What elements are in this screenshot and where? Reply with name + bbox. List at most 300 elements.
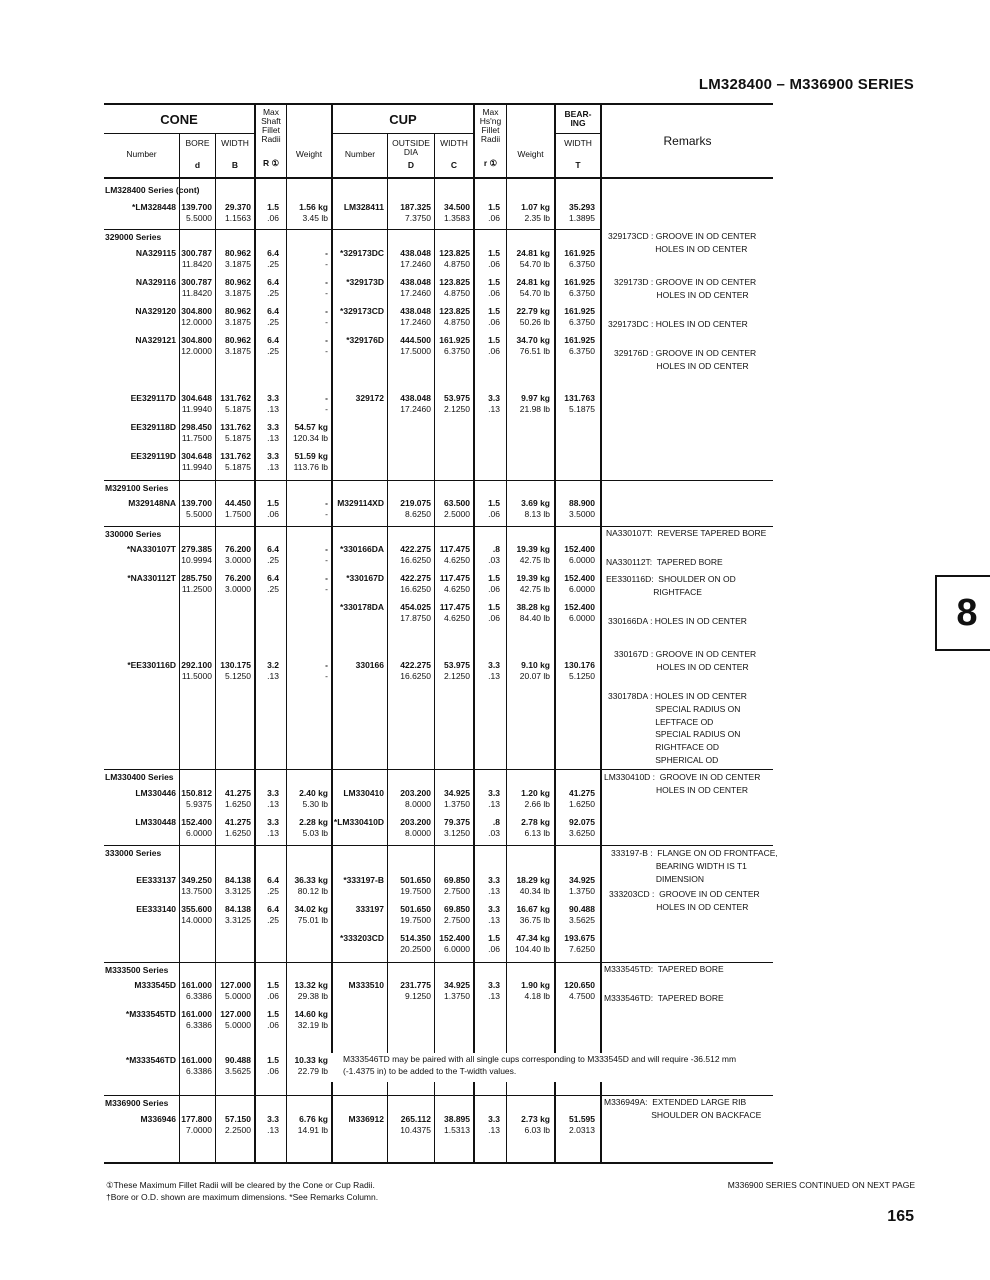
header-width-cup: WIDTH bbox=[440, 138, 468, 148]
cell-width-imperial: 3.1875 bbox=[225, 317, 251, 327]
cell-cwt-imperial: 54.70 lb bbox=[519, 288, 550, 298]
cell-r-imperial: .13 bbox=[488, 799, 500, 809]
cell-T-imperial: 4.7500 bbox=[569, 991, 595, 1001]
cell-T-metric: 161.925 bbox=[564, 335, 595, 345]
remark-line: SPECIAL RADIUS ON bbox=[608, 703, 741, 714]
cell-R-imperial: .25 bbox=[267, 346, 279, 356]
cell-od-imperial: 19.7500 bbox=[400, 915, 431, 925]
cell-r-imperial: .13 bbox=[488, 886, 500, 896]
cone-number: LM330448 bbox=[135, 817, 176, 827]
cell-width-metric: 90.488 bbox=[225, 1055, 251, 1065]
cell-bore-imperial: 11.7500 bbox=[181, 433, 212, 443]
cell-cwt-imperial: 6.03 lb bbox=[524, 1125, 550, 1135]
cell-cw-metric: 123.825 bbox=[439, 306, 470, 316]
cell-width-metric: 84.138 bbox=[225, 875, 251, 885]
cell-width-metric: 130.175 bbox=[220, 660, 251, 670]
cell-wt-metric: - bbox=[325, 248, 328, 258]
cell-bore-imperial: 11.8420 bbox=[181, 288, 212, 298]
cell-od-metric: 187.325 bbox=[400, 202, 431, 212]
cell-T-imperial: 6.3750 bbox=[569, 346, 595, 356]
cell-wt-metric: 6.76 kg bbox=[299, 1114, 328, 1124]
cell-od-metric: 422.275 bbox=[400, 544, 431, 554]
cell-cw-imperial: 6.0000 bbox=[444, 944, 470, 954]
cell-cwt-metric: 19.39 kg bbox=[516, 573, 550, 583]
cone-number: NA329120 bbox=[135, 306, 176, 316]
cell-od-imperial: 17.5000 bbox=[400, 346, 431, 356]
table-top-rule bbox=[104, 103, 773, 105]
cell-width-metric: 80.962 bbox=[225, 277, 251, 287]
cell-width-metric: 127.000 bbox=[220, 1009, 251, 1019]
cell-width-metric: 131.762 bbox=[220, 393, 251, 403]
header-max-hsng: Max Hs'ng Fillet Radii bbox=[479, 107, 502, 144]
cup-number: 329172 bbox=[355, 393, 384, 403]
cell-r-metric: 1.5 bbox=[488, 602, 500, 612]
cone-number: *NA330107T bbox=[126, 544, 176, 554]
cell-bore-imperial: 11.5000 bbox=[181, 671, 212, 681]
cell-wt-imperial: - bbox=[325, 671, 328, 681]
cell-r-imperial: .13 bbox=[488, 991, 500, 1001]
remark-line: NA330112T: TAPERED BORE bbox=[606, 557, 723, 567]
cell-T-metric: 152.400 bbox=[564, 602, 595, 612]
cell-R-metric: 3.3 bbox=[267, 788, 279, 798]
cell-R-imperial: .06 bbox=[267, 991, 279, 1001]
col-line bbox=[434, 1082, 435, 1162]
cell-od-metric: 231.775 bbox=[400, 980, 431, 990]
cell-R-metric: 6.4 bbox=[267, 335, 279, 345]
cell-wt-imperial: - bbox=[325, 404, 328, 414]
cell-od-metric: 203.200 bbox=[400, 817, 431, 827]
cell-r-metric: 3.3 bbox=[488, 660, 500, 670]
cell-R-imperial: .13 bbox=[267, 462, 279, 472]
remark-line: M333545TD: TAPERED BORE bbox=[604, 964, 724, 974]
cell-od-imperial: 10.4375 bbox=[400, 1125, 431, 1135]
cell-bore-metric: 304.800 bbox=[181, 306, 212, 316]
cell-R-imperial: .06 bbox=[267, 1066, 279, 1076]
cell-cw-imperial: 4.6250 bbox=[444, 555, 470, 565]
header-B: B bbox=[231, 160, 239, 170]
cell-cwt-imperial: 2.35 lb bbox=[524, 213, 550, 223]
cell-T-metric: 41.275 bbox=[569, 788, 595, 798]
cell-wt-metric: 13.32 kg bbox=[294, 980, 328, 990]
cell-R-imperial: .13 bbox=[267, 404, 279, 414]
cell-r-metric: 3.3 bbox=[488, 393, 500, 403]
cell-cwt-imperial: 2.66 lb bbox=[524, 799, 550, 809]
cell-cw-imperial: 1.3583 bbox=[444, 213, 470, 223]
cell-cw-imperial: 2.1250 bbox=[444, 404, 470, 414]
cell-width-metric: 84.138 bbox=[225, 904, 251, 914]
cell-R-imperial: .13 bbox=[267, 433, 279, 443]
cell-r-imperial: .13 bbox=[488, 915, 500, 925]
cell-T-imperial: 6.0000 bbox=[569, 613, 595, 623]
cell-cw-metric: 79.375 bbox=[444, 817, 470, 827]
cell-T-metric: 35.293 bbox=[569, 202, 595, 212]
cell-cwt-metric: 1.20 kg bbox=[521, 788, 550, 798]
cup-number: *329173DC bbox=[340, 248, 384, 258]
col-line bbox=[179, 134, 180, 1162]
cell-cw-imperial: 4.8750 bbox=[444, 288, 470, 298]
cell-od-imperial: 7.3750 bbox=[405, 213, 431, 223]
cell-wt-metric: - bbox=[325, 498, 328, 508]
cone-number: NA329121 bbox=[135, 335, 176, 345]
cell-T-imperial: 6.0000 bbox=[569, 584, 595, 594]
cell-R-metric: 3.3 bbox=[267, 451, 279, 461]
remark bbox=[608, 318, 748, 331]
col-line bbox=[473, 1082, 475, 1162]
cone-number: LM330446 bbox=[135, 788, 176, 798]
series-label: M336900 Series bbox=[105, 1098, 169, 1108]
cup-number: *333197-B bbox=[343, 875, 384, 885]
cone-number: *NA330112T bbox=[127, 573, 176, 583]
cell-r-metric: 1.5 bbox=[488, 573, 500, 583]
cell-cwt-metric: 9.10 kg bbox=[521, 660, 550, 670]
cell-r-imperial: .06 bbox=[488, 613, 500, 623]
cone-number: EE333140 bbox=[136, 904, 176, 914]
series-label: 329000 Series bbox=[105, 232, 162, 242]
cell-bore-metric: 139.700 bbox=[181, 498, 212, 508]
cell-R-metric: 6.4 bbox=[267, 573, 279, 583]
header-T: T bbox=[575, 160, 581, 170]
cell-cwt-imperial: 8.13 lb bbox=[524, 509, 550, 519]
cup-number: LM330410 bbox=[343, 788, 384, 798]
cell-od-metric: 501.650 bbox=[400, 875, 431, 885]
remark-line: 333203CD : GROOVE IN OD CENTER bbox=[609, 889, 760, 899]
remark-line: LM330410D : GROOVE IN OD CENTER bbox=[604, 772, 761, 782]
cell-bore-metric: 150.812 bbox=[181, 788, 212, 798]
header-cone: CONE bbox=[160, 112, 198, 127]
cell-T-metric: 88.900 bbox=[569, 498, 595, 508]
cell-r-metric: .8 bbox=[492, 544, 500, 554]
cell-od-metric: 501.650 bbox=[400, 904, 431, 914]
cell-cwt-metric: 16.67 kg bbox=[516, 904, 550, 914]
remark-line: HOLES IN OD CENTER bbox=[608, 243, 748, 254]
remark-line: SPHERICAL OD bbox=[608, 754, 719, 765]
cell-od-imperial: 8.0000 bbox=[405, 828, 431, 838]
cell-wt-metric: 51.59 kg bbox=[294, 451, 328, 461]
page-title: LM328400 – M336900 SERIES bbox=[698, 76, 914, 93]
cell-wt-metric: - bbox=[325, 544, 328, 554]
cell-r-metric: 1.5 bbox=[488, 498, 500, 508]
cell-cw-metric: 117.475 bbox=[439, 544, 470, 554]
cell-wt-metric: - bbox=[325, 573, 328, 583]
cell-width-imperial: 3.0000 bbox=[225, 584, 251, 594]
cell-width-metric: 80.962 bbox=[225, 248, 251, 258]
cell-cwt-imperial: 6.13 lb bbox=[524, 828, 550, 838]
cell-od-metric: 203.200 bbox=[400, 788, 431, 798]
series-rule bbox=[104, 769, 773, 770]
cell-width-imperial: 2.2500 bbox=[225, 1125, 251, 1135]
remark-line: NA330107T: REVERSE TAPERED BORE bbox=[606, 528, 767, 538]
cell-T-imperial: 3.5000 bbox=[569, 509, 595, 519]
cell-cw-metric: 123.825 bbox=[439, 248, 470, 258]
cell-bore-metric: 161.000 bbox=[181, 1009, 212, 1019]
cell-R-metric: 6.4 bbox=[267, 277, 279, 287]
cell-width-imperial: 3.5625 bbox=[225, 1066, 251, 1076]
cell-R-metric: 1.5 bbox=[267, 980, 279, 990]
cell-r-imperial: .06 bbox=[488, 944, 500, 954]
cell-cwt-metric: 18.29 kg bbox=[516, 875, 550, 885]
cell-width-imperial: 3.3125 bbox=[225, 886, 251, 896]
cone-number: *M333545TD bbox=[125, 1009, 176, 1019]
footnotes bbox=[106, 1179, 378, 1203]
cell-cw-metric: 123.825 bbox=[439, 277, 470, 287]
remark bbox=[606, 556, 723, 569]
cell-T-imperial: 7.6250 bbox=[569, 944, 595, 954]
cell-od-metric: 438.048 bbox=[400, 306, 431, 316]
cell-r-imperial: .13 bbox=[488, 671, 500, 681]
cell-width-imperial: 3.1875 bbox=[225, 346, 251, 356]
remark bbox=[614, 347, 756, 373]
cell-T-metric: 90.488 bbox=[569, 904, 595, 914]
series-label: LM330400 Series bbox=[105, 772, 174, 782]
cell-r-imperial: .06 bbox=[488, 317, 500, 327]
col-line bbox=[506, 1082, 507, 1162]
cell-wt-metric: - bbox=[325, 393, 328, 403]
col-line bbox=[387, 1082, 388, 1162]
cell-width-imperial: 3.1875 bbox=[225, 259, 251, 269]
cell-bore-imperial: 5.9375 bbox=[186, 799, 212, 809]
cell-bore-metric: 285.750 bbox=[181, 573, 212, 583]
cup-number: 330166 bbox=[355, 660, 384, 670]
cup-number: LM328411 bbox=[343, 202, 384, 212]
cell-cwt-imperial: 20.07 lb bbox=[519, 671, 550, 681]
cell-R-imperial: .25 bbox=[267, 584, 279, 594]
cell-wt-imperial: - bbox=[325, 346, 328, 356]
cell-cwt-imperial: 54.70 lb bbox=[519, 259, 550, 269]
col-line bbox=[506, 105, 507, 1053]
cone-number: M333545D bbox=[134, 980, 176, 990]
cell-R-metric: 1.5 bbox=[267, 1009, 279, 1019]
remark-line: HOLES IN OD CENTER bbox=[614, 289, 749, 300]
header-number-cup: Number bbox=[344, 149, 376, 159]
series-label: 330000 Series bbox=[105, 529, 162, 539]
cone-number: *LM328448 bbox=[132, 202, 176, 212]
cell-R-metric: 3.2 bbox=[267, 660, 279, 670]
cell-cwt-metric: 2.78 kg bbox=[521, 817, 550, 827]
cell-width-imperial: 3.0000 bbox=[225, 555, 251, 565]
cell-cw-imperial: 6.3750 bbox=[444, 346, 470, 356]
series-label: M329100 Series bbox=[105, 483, 169, 493]
remark-line: 329173DC : HOLES IN OD CENTER bbox=[608, 319, 748, 329]
cell-od-metric: 422.275 bbox=[400, 573, 431, 583]
cell-bore-metric: 300.787 bbox=[181, 248, 212, 258]
cell-wt-metric: - bbox=[325, 335, 328, 345]
cell-cw-imperial: 4.6250 bbox=[444, 584, 470, 594]
cell-width-metric: 41.275 bbox=[225, 788, 251, 798]
pairing-note-line: (-1.4375 in) to be added to the T-width values. bbox=[343, 1065, 517, 1076]
cell-bore-imperial: 11.9940 bbox=[181, 404, 212, 414]
cell-wt-imperial: 3.45 lb bbox=[302, 213, 328, 223]
cell-width-metric: 131.762 bbox=[220, 422, 251, 432]
cell-wt-metric: - bbox=[325, 660, 328, 670]
cell-width-metric: 80.962 bbox=[225, 306, 251, 316]
cell-bore-imperial: 6.0000 bbox=[186, 828, 212, 838]
cell-wt-imperial: - bbox=[325, 584, 328, 594]
cell-cwt-imperial: 40.34 lb bbox=[519, 886, 550, 896]
cell-width-imperial: 3.1875 bbox=[225, 288, 251, 298]
cell-bore-metric: 279.385 bbox=[181, 544, 212, 554]
header-weight-cup: Weight bbox=[517, 149, 544, 159]
cell-r-imperial: .06 bbox=[488, 288, 500, 298]
cell-R-metric: 3.3 bbox=[267, 817, 279, 827]
cell-wt-imperial: 5.03 lb bbox=[302, 828, 328, 838]
cell-r-metric: 3.3 bbox=[488, 875, 500, 885]
cell-width-imperial: 5.1250 bbox=[225, 671, 251, 681]
cell-od-imperial: 17.8750 bbox=[400, 613, 431, 623]
cell-R-metric: 6.4 bbox=[267, 248, 279, 258]
cell-bore-metric: 304.800 bbox=[181, 335, 212, 345]
cell-T-metric: 34.925 bbox=[569, 875, 595, 885]
cell-R-metric: 3.3 bbox=[267, 422, 279, 432]
cell-T-imperial: 1.3750 bbox=[569, 886, 595, 896]
cell-wt-imperial: 22.79 lb bbox=[297, 1066, 328, 1076]
cell-width-metric: 76.200 bbox=[225, 573, 251, 583]
cell-wt-imperial: - bbox=[325, 509, 328, 519]
cell-cwt-imperial: 4.18 lb bbox=[524, 991, 550, 1001]
cell-T-metric: 152.400 bbox=[564, 573, 595, 583]
remark-line: LEFTFACE OD bbox=[608, 716, 714, 727]
cell-r-imperial: .03 bbox=[488, 555, 500, 565]
cup-number: *330178DA bbox=[340, 602, 384, 612]
cell-T-metric: 161.925 bbox=[564, 277, 595, 287]
cell-width-metric: 57.150 bbox=[225, 1114, 251, 1124]
cup-number: *330166DA bbox=[340, 544, 384, 554]
remark-line: DIMENSION bbox=[611, 873, 705, 884]
series-rule bbox=[104, 845, 773, 846]
cell-cw-metric: 152.400 bbox=[439, 933, 470, 943]
cell-T-imperial: 5.1250 bbox=[569, 671, 595, 681]
cell-od-metric: 422.275 bbox=[400, 660, 431, 670]
header-width-cone: WIDTH bbox=[221, 138, 249, 148]
cell-cw-metric: 38.895 bbox=[444, 1114, 470, 1124]
header-remarks: Remarks bbox=[663, 134, 712, 148]
cell-wt-metric: 54.57 kg bbox=[294, 422, 328, 432]
cell-bore-imperial: 5.5000 bbox=[186, 213, 212, 223]
cell-width-metric: 80.962 bbox=[225, 335, 251, 345]
cell-bore-imperial: 12.0000 bbox=[181, 346, 212, 356]
remark bbox=[608, 615, 747, 628]
cell-od-imperial: 9.1250 bbox=[405, 991, 431, 1001]
pairing-note-line: M333546TD may be paired with all single cups corresponding to M333545D and will require -36.512 mm bbox=[343, 1054, 737, 1064]
cell-R-imperial: .13 bbox=[267, 1125, 279, 1135]
cell-r-metric: 3.3 bbox=[488, 980, 500, 990]
cell-cwt-metric: 34.70 kg bbox=[516, 335, 550, 345]
cell-r-imperial: .06 bbox=[488, 213, 500, 223]
cell-cwt-imperial: 42.75 lb bbox=[519, 584, 550, 594]
cell-cw-metric: 53.975 bbox=[444, 393, 470, 403]
cone-number: NA329115 bbox=[135, 248, 176, 258]
header-weight-cone: Weight bbox=[295, 149, 323, 159]
remark-line: RIGHTFACE bbox=[606, 586, 702, 597]
cell-r-imperial: .06 bbox=[488, 584, 500, 594]
cell-bore-metric: 152.400 bbox=[181, 817, 212, 827]
cell-cwt-imperial: 50.26 lb bbox=[519, 317, 550, 327]
cell-T-imperial: 1.3895 bbox=[569, 213, 595, 223]
col-line bbox=[554, 105, 556, 1053]
remark-line: RIGHTFACE OD bbox=[608, 742, 719, 753]
col-line bbox=[331, 1082, 333, 1162]
cell-r-imperial: .13 bbox=[488, 404, 500, 414]
cell-cw-metric: 34.925 bbox=[444, 980, 470, 990]
cup-number: *333203CD bbox=[340, 933, 384, 943]
col-line bbox=[434, 134, 435, 1053]
footnote: †Bore or O.D. shown are maximum dimensions. *See Remarks Column. bbox=[106, 1192, 379, 1202]
remark bbox=[604, 963, 724, 976]
cup-number: *329173D bbox=[346, 277, 384, 287]
cell-bore-metric: 300.787 bbox=[181, 277, 212, 287]
cell-R-metric: 6.4 bbox=[267, 875, 279, 885]
cell-od-imperial: 8.0000 bbox=[405, 799, 431, 809]
cell-bore-metric: 177.800 bbox=[181, 1114, 212, 1124]
remark-line: 329173D : GROOVE IN OD CENTER bbox=[614, 277, 757, 287]
cell-bore-metric: 292.100 bbox=[181, 660, 212, 670]
cell-od-imperial: 17.2460 bbox=[400, 259, 431, 269]
cell-cwt-metric: 22.79 kg bbox=[516, 306, 550, 316]
cell-cw-metric: 117.475 bbox=[439, 602, 470, 612]
cell-r-metric: 1.5 bbox=[488, 277, 500, 287]
cone-number: M329148NA bbox=[128, 498, 176, 508]
cell-wt-imperial: - bbox=[325, 555, 328, 565]
cell-R-metric: 1.5 bbox=[267, 498, 279, 508]
cell-bore-metric: 355.600 bbox=[181, 904, 212, 914]
cell-R-imperial: .06 bbox=[267, 213, 279, 223]
cell-T-imperial: 6.3750 bbox=[569, 317, 595, 327]
cell-r-imperial: .13 bbox=[488, 1125, 500, 1135]
series-label: M333500 Series bbox=[105, 965, 169, 975]
cell-bore-imperial: 5.5000 bbox=[186, 509, 212, 519]
cup-number: *329173CD bbox=[340, 306, 384, 316]
cell-wt-imperial: 32.19 lb bbox=[297, 1020, 328, 1030]
cell-bore-metric: 161.000 bbox=[181, 980, 212, 990]
cup-number: M329114XD bbox=[337, 498, 384, 508]
col-line bbox=[387, 134, 388, 1053]
cell-bore-imperial: 7.0000 bbox=[186, 1125, 212, 1135]
cell-R-metric: 6.4 bbox=[267, 904, 279, 914]
cell-width-metric: 41.275 bbox=[225, 817, 251, 827]
cell-cwt-metric: 38.28 kg bbox=[516, 602, 550, 612]
cell-cw-metric: 69.850 bbox=[444, 904, 470, 914]
cell-cwt-metric: 9.97 kg bbox=[521, 393, 550, 403]
cell-width-imperial: 5.0000 bbox=[225, 1020, 251, 1030]
remark-line: EE330116D: SHOULDER ON OD bbox=[606, 574, 736, 584]
cell-cwt-metric: 47.34 kg bbox=[516, 933, 550, 943]
cell-od-imperial: 16.6250 bbox=[400, 584, 431, 594]
cell-wt-imperial: 75.01 lb bbox=[297, 915, 328, 925]
cell-width-imperial: 1.6250 bbox=[225, 828, 251, 838]
cell-T-metric: 161.925 bbox=[564, 306, 595, 316]
series-rule bbox=[104, 480, 773, 481]
remark bbox=[604, 771, 760, 797]
header-bearing: BEAR- ING bbox=[564, 109, 592, 128]
cell-od-imperial: 8.6250 bbox=[405, 509, 431, 519]
cone-number: EE329117D bbox=[130, 393, 176, 403]
cell-wt-metric: 10.33 kg bbox=[294, 1055, 328, 1065]
remark-line: HOLES IN OD CENTER bbox=[614, 360, 749, 371]
cell-cwt-imperial: 42.75 lb bbox=[519, 555, 550, 565]
cell-cw-metric: 117.475 bbox=[439, 573, 470, 583]
cell-wt-imperial: 80.12 lb bbox=[297, 886, 328, 896]
cell-wt-metric: 14.60 kg bbox=[294, 1009, 328, 1019]
cell-R-metric: 6.4 bbox=[267, 544, 279, 554]
cell-od-metric: 454.025 bbox=[400, 602, 431, 612]
cone-number: *EE330116D bbox=[127, 660, 176, 670]
cell-width-metric: 44.450 bbox=[225, 498, 251, 508]
cell-cw-imperial: 2.7500 bbox=[444, 915, 470, 925]
cone-number: EE333137 bbox=[136, 875, 176, 885]
remark-line: SPECIAL RADIUS ON bbox=[608, 729, 741, 740]
cell-cwt-imperial: 84.40 lb bbox=[519, 613, 550, 623]
cell-cw-imperial: 2.5000 bbox=[444, 509, 470, 519]
cell-r-metric: .8 bbox=[492, 817, 500, 827]
